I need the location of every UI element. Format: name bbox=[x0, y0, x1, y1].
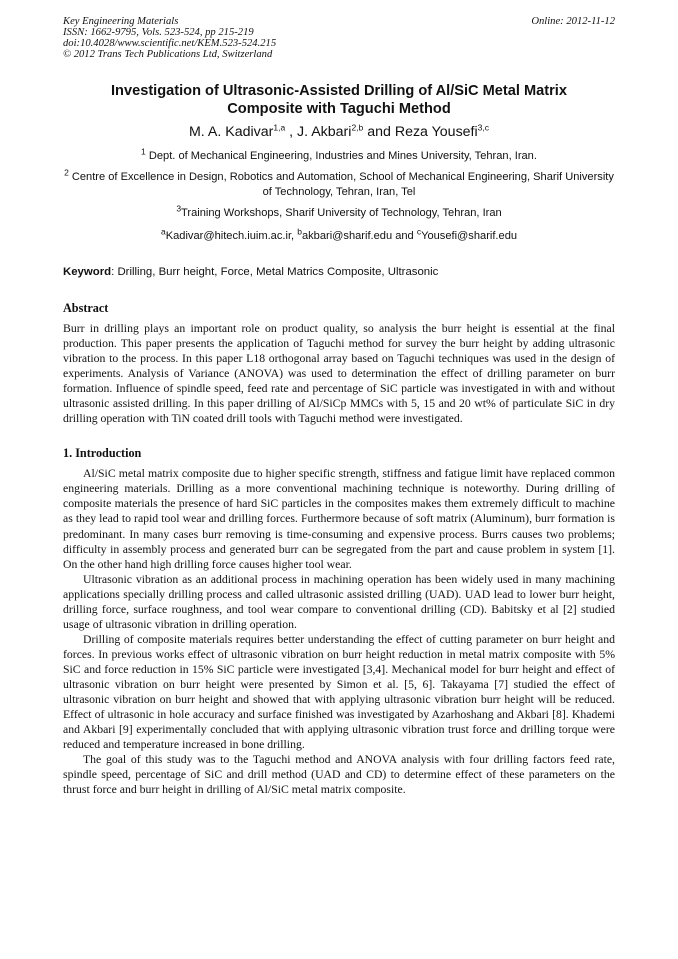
author-list bbox=[63, 123, 615, 141]
author-name: Reza Yousefi bbox=[394, 124, 478, 140]
email-sup: c bbox=[416, 226, 422, 237]
abstract-heading: Abstract bbox=[63, 301, 109, 315]
email-sup: b bbox=[297, 226, 302, 237]
journal-header bbox=[63, 16, 615, 60]
email-a: Kadivar@hitech.iuim.ac.ir, bbox=[165, 230, 298, 242]
affiliation-number: 1 bbox=[141, 146, 146, 157]
online-date: Online: 2012-11-12 bbox=[531, 16, 615, 27]
keywords-label: Keyword bbox=[63, 266, 112, 278]
affiliation-text: Dept. of Mechanical Engineering, Industries and Mines University, Tehran, Iran. bbox=[145, 150, 537, 162]
author-separator: , bbox=[285, 124, 298, 140]
affiliation-text: Centre of Excellence in Design, Robotics and Automation, School of Mechanical Engineering, Sharif University of Technology, Tehran, Iran, Tel bbox=[68, 171, 614, 198]
doi-line: doi:10.4028/www.scientific.net/KEM.523-524.215 bbox=[63, 38, 277, 49]
affiliation-3 bbox=[63, 203, 615, 221]
email-b: akbari@sharif.edu and bbox=[301, 230, 417, 242]
affiliation-2 bbox=[63, 167, 615, 200]
affiliation-text: Training Workshops, Sharif University of Technology, Tehran, Iran bbox=[181, 207, 502, 219]
copyright-line: © 2012 Trans Tech Publications Ltd, Switzerland bbox=[63, 49, 273, 60]
author-sup: 2,b bbox=[351, 122, 364, 133]
author-name: J. Akbari bbox=[297, 124, 352, 140]
intro-paragraph: Ultrasonic vibration as an additional process in machining operation has been widely used in many machining applications specially drilling process and called ultrasonic assisted drilling (UAD). UAD lead to lower burr height, drilling force, surface roughness, and tool wear compare to conventional drilling (CD). Babitsky et al [2] studied usage of ultrasonic vibration in drilling operation. bbox=[63, 572, 615, 631]
email-c: Yousefi@sharif.edu bbox=[421, 230, 518, 242]
issn-line: ISSN: 1662-9795, Vols. 523-524, pp 215-219 bbox=[63, 27, 254, 38]
author-sup: 3,c bbox=[477, 122, 489, 133]
abstract-text: Burr in drilling plays an important role on product quality, so analysis the burr height is essential at the final production. This paper presents the application of Taguchi method for survey the burr height by adding ultrasonic vibration to the process. In this paper L18 orthogonal array based on Taguchi techniques was used in the design of experiments. Analysis of Variance (ANOVA) was used to determination the effect of drilling parameter on burr formation. Influence of spindle speed, feed rate and percentage of SiC particle was investigated in with and without ultrasonic assisted drilling. In this paper drilling of Al/SiCp MMCs with 5, 15 and 20 wt% of particulate SiC in dry drilling operation with TiN coated drill tools with Taguchi method were investigated. bbox=[63, 322, 615, 426]
affiliation-number: 3 bbox=[176, 203, 182, 214]
email-line bbox=[63, 226, 615, 243]
author-separator: and bbox=[363, 124, 395, 140]
affiliation-number: 2 bbox=[64, 167, 69, 178]
introduction-heading: 1. Introduction bbox=[63, 446, 142, 461]
paper-title: Investigation of Ultrasonic-Assisted Drilling of Al/SiC Metal Matrix Composite with Taguchi Method bbox=[111, 83, 567, 117]
author-name: M. A. Kadivar bbox=[188, 124, 274, 140]
keywords bbox=[63, 265, 615, 279]
author-sup: 1,a bbox=[273, 122, 286, 133]
email-sup: a bbox=[160, 226, 166, 237]
journal-name: Key Engineering Materials bbox=[63, 16, 179, 27]
intro-paragraph: Al/SiC metal matrix composite due to higher specific strength, stiffness and fatigue limit have replaced common engineering materials. Drilling as a more conventional machining technique is noteworthy. During drilling of composite materials the presence of hard SiC particles in the composites makes them extremely difficult to machine as they lead to rapid tool wear and drilling forces. Furthermore because of soft matrix (Aluminum), burr formation is predominant. In many cases burr removing is time-consuming and expensive process. Burrs causes two problems; difficulty in assembly process and generated burr can be segregated from the part and cause problem in system [1]. On the other hand high drilling force causes higher tool wear. bbox=[63, 467, 615, 571]
keywords-text: : Drilling, Burr height, Force, Metal Matrics Composite, Ultrasonic bbox=[111, 266, 439, 278]
intro-paragraph: The goal of this study was to the Taguchi method and ANOVA analysis with four drilling factors feed rate, spindle speed, percentage of SiC and drill method (UAD and CD) to determine effect of these parameters on the thrust force and burr height in drilling of Al/SiC metal matrix composite. bbox=[63, 753, 615, 797]
affiliation-1 bbox=[63, 146, 615, 164]
intro-paragraph: Drilling of composite materials requires better understanding the effect of cutting parameter on burr height and forces. In previous works effect of ultrasonic vibration on burr height reduction in metal matrix composite with 5% SiC and force reduction in 15% SiC particle were investigated [3,4]. Mechanical model for burr height and effect of ultrasonic vibration on burr height were presented by Simon et al. [5, 6]. Takayama [7] studied the effect of ultrasonic vibration on burr height and showed that with applying ultrasonic vibration burr height will be reduced. Effect of ultrasonic in hole accuracy and surface finished was investigated by Azarhoshang and Akbari [8]. Khademi and Akbari [9] experimentally concluded that with applying ultrasonic vibration trust force and drilling torque were reduced and temperature increased in bone drilling. bbox=[63, 632, 615, 752]
